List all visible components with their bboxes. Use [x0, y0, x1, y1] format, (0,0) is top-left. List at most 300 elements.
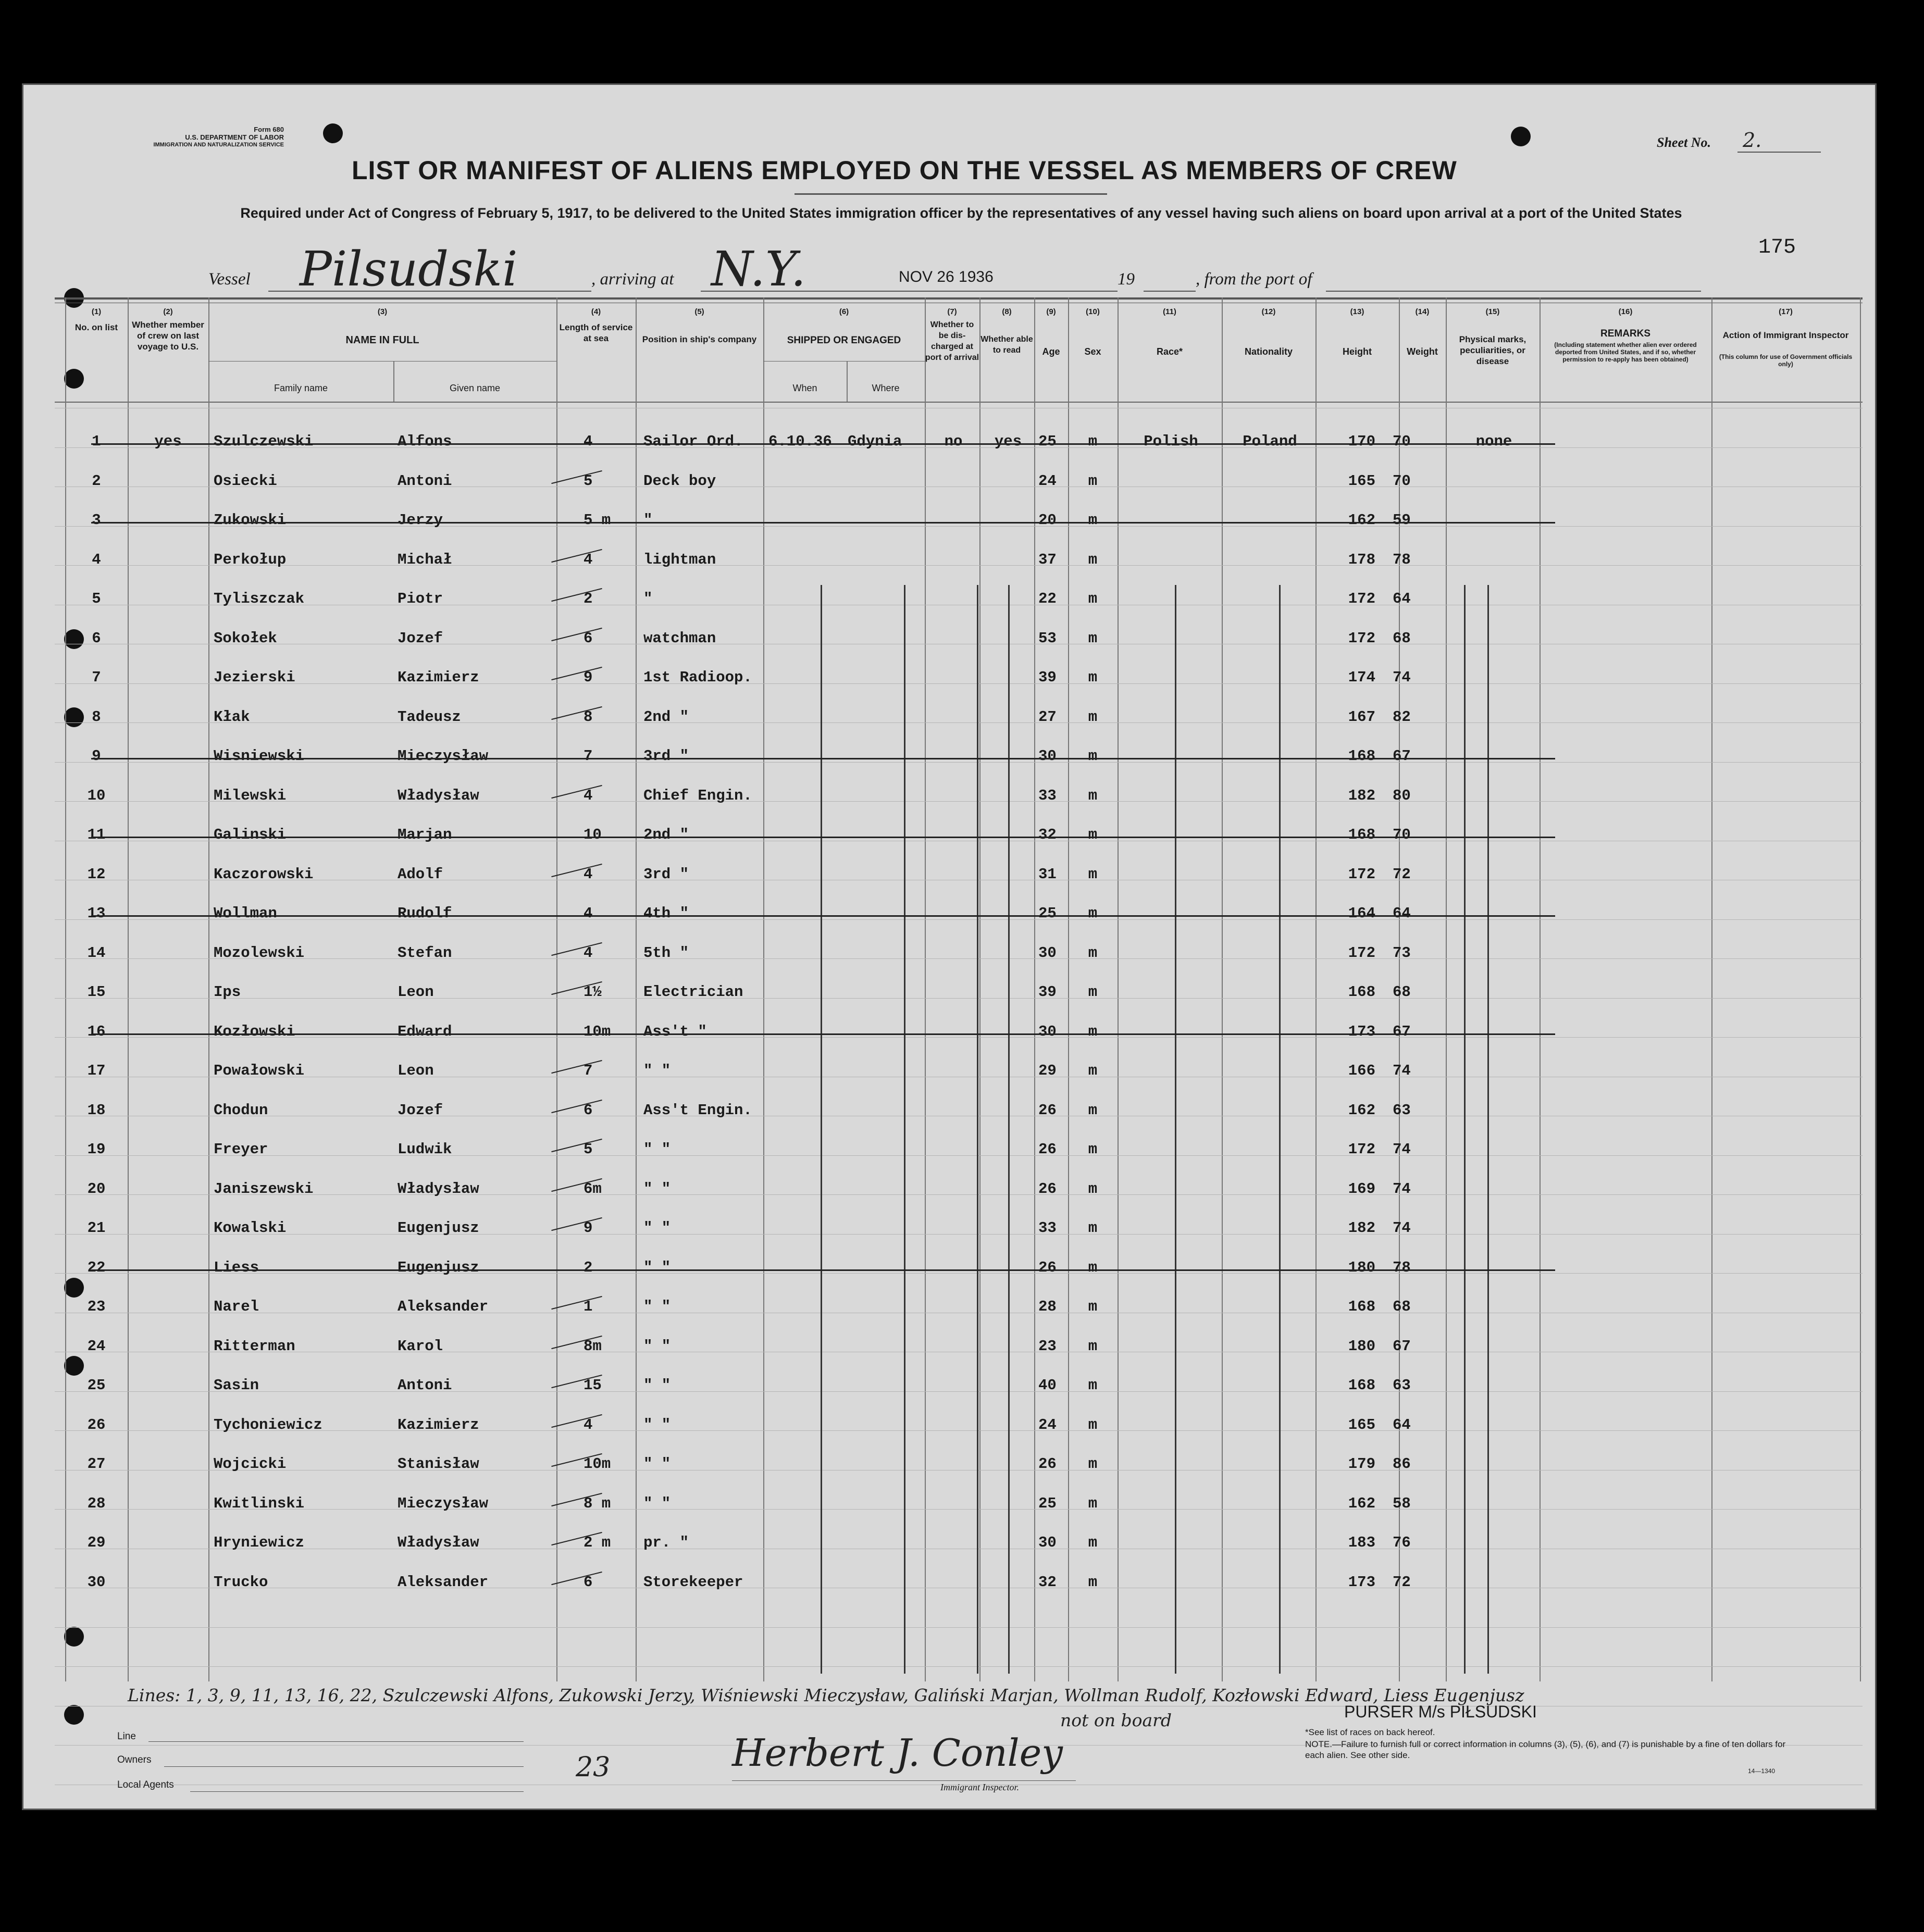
header-weight: Weight — [1407, 346, 1438, 357]
row-age: 25 — [1038, 905, 1057, 922]
row-no: 19 — [87, 1141, 106, 1158]
row-sex: m — [1088, 1062, 1098, 1079]
row-height: 173 — [1348, 1573, 1375, 1591]
row-no: 18 — [87, 1101, 106, 1119]
row-service: 9 — [584, 1219, 593, 1237]
header-name-in-full: NAME IN FULL — [345, 334, 419, 346]
row-age: 33 — [1038, 1219, 1057, 1237]
row-given: Antoni — [398, 1377, 452, 1394]
row-no: 3 — [92, 512, 101, 529]
header-physical-marks: Physical marks, peculiarities, or disease — [1459, 334, 1526, 366]
sheet-number: 2. — [1743, 129, 1762, 152]
row-given: Władysław — [398, 787, 479, 804]
row-position: " — [643, 590, 653, 607]
row-position: " " — [643, 1062, 671, 1079]
row-sex: m — [1088, 905, 1098, 922]
row-position: 2nd " — [643, 826, 689, 843]
header-shipped-engaged: SHIPPED OR ENGAGED — [787, 335, 901, 346]
row-age: 30 — [1038, 944, 1057, 962]
strike-through-line — [91, 1269, 1555, 1271]
row-no: 27 — [87, 1455, 106, 1473]
row-given: Eugenjusz — [398, 1258, 479, 1276]
row-given: Jozef — [398, 629, 443, 647]
vessel-label: Vessel — [208, 270, 251, 289]
year-label: 19 — [1118, 270, 1135, 289]
row-sex: m — [1088, 1141, 1098, 1158]
row-age: 24 — [1038, 1416, 1057, 1434]
header-able-to-read: Whether able to read — [980, 335, 1033, 355]
row-service: 4 — [584, 905, 593, 922]
header-where: Where — [872, 383, 900, 393]
print-code: 14—1340 — [1748, 1767, 1776, 1775]
row-age: 22 — [1038, 590, 1057, 607]
header-remarks: REMARKS — [1600, 328, 1651, 339]
manifest-sheet — [22, 83, 1877, 1810]
row-height: 166 — [1348, 1062, 1375, 1079]
header-height: Height — [1343, 346, 1372, 357]
column-number: (8) — [1002, 307, 1012, 316]
arriving-label: , arriving at — [591, 270, 674, 289]
row-given: Władysław — [398, 1534, 479, 1551]
strike-through-line — [91, 1033, 1555, 1035]
row-height: 162 — [1348, 1494, 1375, 1512]
row-height: 172 — [1348, 629, 1375, 647]
row-weight: 68 — [1393, 983, 1411, 1001]
row-family: Chodun — [214, 1101, 268, 1119]
row-sex: m — [1088, 983, 1098, 1001]
row-height: 165 — [1348, 1416, 1375, 1434]
row-sex: m — [1088, 1023, 1098, 1040]
row-sex: m — [1088, 590, 1098, 607]
row-height: 168 — [1348, 1298, 1375, 1315]
row-sex: m — [1088, 433, 1098, 450]
row-weight: 63 — [1393, 1377, 1411, 1394]
row-position: 5th " — [643, 944, 689, 962]
row-height: 179 — [1348, 1455, 1375, 1473]
owners-label: Owners — [117, 1754, 152, 1765]
row-weight: 78 — [1393, 551, 1411, 568]
row-no: 9 — [92, 747, 101, 765]
row-sex: m — [1088, 1219, 1098, 1237]
row-age: 30 — [1038, 747, 1057, 765]
row-nationality: Poland — [1243, 433, 1297, 450]
row-height: 168 — [1348, 826, 1375, 843]
row-position: watchman — [643, 629, 716, 647]
header-discharged: Whether to be dis-charged at port of arrival — [925, 320, 979, 362]
row-service: 5 — [584, 472, 593, 490]
row-age: 53 — [1038, 629, 1057, 647]
column-number: (4) — [591, 307, 601, 316]
header-no-on-list: No. on list — [75, 322, 118, 332]
column-number: (5) — [694, 307, 704, 316]
row-service: 4 — [584, 787, 593, 804]
row-service: 4 — [584, 944, 593, 962]
row-weight: 72 — [1393, 865, 1411, 883]
row-family: Hryniewicz — [214, 1534, 305, 1551]
row-given: Alfons — [398, 433, 452, 450]
column-number: (6) — [839, 307, 849, 316]
row-weight: 80 — [1393, 787, 1411, 804]
row-sex: m — [1088, 472, 1098, 490]
line-label: Line — [117, 1731, 136, 1742]
row-weight: 82 — [1393, 708, 1411, 726]
row-height: 173 — [1348, 1023, 1375, 1040]
row-position: " — [643, 512, 653, 529]
row-position: Storekeeper — [643, 1573, 743, 1591]
row-family: Milewski — [214, 787, 287, 804]
row-family: Zukowski — [214, 512, 287, 529]
row-age: 30 — [1038, 1534, 1057, 1551]
vessel-name: Pilsudski — [300, 241, 518, 297]
row-weight: 67 — [1393, 1337, 1411, 1355]
row-weight: 67 — [1393, 1023, 1411, 1040]
header-length-service: Length of service at sea — [559, 322, 633, 343]
row-age: 23 — [1038, 1337, 1057, 1355]
row-weight: 74 — [1393, 1141, 1411, 1158]
department-name: U.S. DEPARTMENT OF LABOR — [185, 133, 284, 141]
row-service: 4 — [584, 865, 593, 883]
row-height: 164 — [1348, 905, 1375, 922]
row-height: 182 — [1348, 787, 1375, 804]
strike-through-line — [91, 837, 1555, 838]
row-given: Mieczysław — [398, 747, 489, 765]
row-family: Sokołek — [214, 629, 277, 647]
local-agents-label: Local Agents — [117, 1779, 174, 1790]
row-service: 9 — [584, 669, 593, 686]
row-weight: 74 — [1393, 1180, 1411, 1198]
row-family: Ips — [214, 983, 241, 1001]
row-sex: m — [1088, 1534, 1098, 1551]
row-family: Narel — [214, 1298, 259, 1315]
row-family: Szulczewski — [214, 433, 314, 450]
row-family: Sasin — [214, 1377, 259, 1394]
row-sex: m — [1088, 1377, 1098, 1394]
row-weight: 58 — [1393, 1494, 1411, 1512]
row-weight: 70 — [1393, 472, 1411, 490]
row-height: 174 — [1348, 669, 1375, 686]
row-no: 2 — [92, 472, 101, 490]
row-given: Mieczysław — [398, 1494, 489, 1512]
row-sex: m — [1088, 787, 1098, 804]
row-height: 182 — [1348, 1219, 1375, 1237]
row-age: 26 — [1038, 1141, 1057, 1158]
row-service: 15 — [584, 1377, 602, 1394]
row-service: 5 m — [584, 512, 611, 529]
row-position: " " — [643, 1455, 671, 1473]
row-family: Mozolewski — [214, 944, 305, 962]
row-sex: m — [1088, 629, 1098, 647]
row-given: Michał — [398, 551, 452, 568]
row-sex: m — [1088, 1180, 1098, 1198]
row-family: Kowalski — [214, 1219, 287, 1237]
row-service: 4 — [584, 1416, 593, 1434]
row-service: 4 — [584, 433, 593, 450]
header-family-name: Family name — [274, 383, 328, 393]
page-subtitle: Required under Act of Congress of February 5, 1917, to be delivered to the United States immigration officer by the representatives of any vessel having such aliens on board upon arrival at a port of the United States — [240, 205, 1682, 221]
row-age: 20 — [1038, 512, 1057, 529]
row-no: 20 — [87, 1180, 106, 1198]
row-weight: 73 — [1393, 944, 1411, 962]
row-physical: none — [1475, 433, 1512, 450]
row-position: 4th " — [643, 905, 689, 922]
row-sex: m — [1088, 1455, 1098, 1473]
row-age: 32 — [1038, 826, 1057, 843]
row-weight: 74 — [1393, 1219, 1411, 1237]
row-service: 8 m — [584, 1494, 611, 1512]
column-number: (14) — [1415, 307, 1430, 316]
row-sex: m — [1088, 669, 1098, 686]
strike-through-line — [91, 522, 1555, 523]
row-position: 2nd " — [643, 708, 689, 726]
row-no: 21 — [87, 1219, 106, 1237]
row-no: 5 — [92, 590, 101, 607]
row-given: Marjan — [398, 826, 452, 843]
row-sex: m — [1088, 1573, 1098, 1591]
row-age: 39 — [1038, 983, 1057, 1001]
row-service: 6 — [584, 629, 593, 647]
row-position: " " — [643, 1494, 671, 1512]
row-family: Kaczorowski — [214, 865, 314, 883]
row-height: 180 — [1348, 1258, 1375, 1276]
row-given: Tadeusz — [398, 708, 461, 726]
form-number: Form 680 — [254, 126, 284, 133]
row-service: 2 m — [584, 1534, 611, 1551]
row-given: Karol — [398, 1337, 443, 1355]
row-no: 23 — [87, 1298, 106, 1315]
row-height: 169 — [1348, 1180, 1375, 1198]
row-sex: m — [1088, 1101, 1098, 1119]
strike-through-line — [91, 915, 1555, 917]
row-sex: m — [1088, 512, 1098, 529]
header-nationality: Nationality — [1244, 346, 1293, 357]
column-number: (9) — [1046, 307, 1056, 316]
column-number: (15) — [1485, 307, 1500, 316]
row-service: 5 — [584, 1141, 593, 1158]
row-read: yes — [994, 433, 1022, 450]
sheet-label: Sheet No. — [1657, 135, 1711, 150]
row-position: " " — [643, 1219, 671, 1237]
row-weight: 68 — [1393, 1298, 1411, 1315]
race-note: *See list of races on back hereof. — [1305, 1727, 1435, 1737]
row-family: Osiecki — [214, 472, 277, 490]
row-height: 178 — [1348, 551, 1375, 568]
row-position: " " — [643, 1141, 671, 1158]
row-sex: m — [1088, 708, 1098, 726]
row-age: 28 — [1038, 1298, 1057, 1315]
row-family: Kłak — [214, 708, 250, 726]
not-on-board-note: not on board — [1060, 1710, 1172, 1730]
row-service: 10 — [584, 826, 602, 843]
row-family: Tychoniewicz — [214, 1416, 322, 1434]
row-height: 168 — [1348, 747, 1375, 765]
strike-through-line — [91, 758, 1555, 759]
row-height: 172 — [1348, 1141, 1375, 1158]
row-no: 30 — [87, 1573, 106, 1591]
row-age: 31 — [1038, 865, 1057, 883]
row-sex: m — [1088, 1494, 1098, 1512]
row-no: 6 — [92, 629, 101, 647]
row-given: Aleksander — [398, 1573, 489, 1591]
row-family: Trucko — [214, 1573, 268, 1591]
row-family: Kwitlinski — [214, 1494, 305, 1512]
row-no: 29 — [87, 1534, 106, 1551]
row-height: 162 — [1348, 1101, 1375, 1119]
from-port-label: , from the port of — [1196, 270, 1312, 289]
header-race: Race* — [1156, 346, 1183, 357]
row-sex: m — [1088, 865, 1098, 883]
row-service: 6 — [584, 1101, 593, 1119]
row-position: " " — [643, 1180, 671, 1198]
row-weight: 64 — [1393, 590, 1411, 607]
row-given: Kazimierz — [398, 1416, 479, 1434]
row-service: 2 — [584, 590, 593, 607]
row-given: Ludwik — [398, 1141, 452, 1158]
column-number: (2) — [163, 307, 173, 316]
row-sex: m — [1088, 551, 1098, 568]
row-height: 168 — [1348, 983, 1375, 1001]
row-no: 15 — [87, 983, 106, 1001]
row-service: 8 — [584, 708, 593, 726]
row-no: 11 — [87, 826, 106, 843]
row-no: 26 — [87, 1416, 106, 1434]
row-family: Perkołup — [214, 551, 287, 568]
date-stamp: NOV 26 1936 — [899, 268, 994, 285]
header-when: When — [792, 383, 817, 393]
row-position: pr. " — [643, 1534, 689, 1551]
row-no: 17 — [87, 1062, 106, 1079]
row-position: " " — [643, 1416, 671, 1434]
row-service: 1 — [584, 1298, 593, 1315]
purser-stamp: PURSER M/s PIŁSUDSKI — [1344, 1702, 1537, 1721]
row-age: 26 — [1038, 1101, 1057, 1119]
row-when: 6.10.36 — [768, 433, 832, 450]
row-service: 7 — [584, 747, 593, 765]
row-given: Antoni — [398, 472, 452, 490]
row-sex: m — [1088, 944, 1098, 962]
row-height: 170 — [1348, 433, 1375, 450]
row-position: " " — [643, 1377, 671, 1394]
row-family: Wollman — [214, 905, 277, 922]
row-given: Leon — [398, 1062, 434, 1079]
row-no: 24 — [87, 1337, 106, 1355]
row-sex: m — [1088, 1416, 1098, 1434]
row-age: 30 — [1038, 1023, 1057, 1040]
page-number: 175 — [1758, 236, 1796, 259]
row-height: 165 — [1348, 472, 1375, 490]
row-position: " " — [643, 1298, 671, 1315]
row-height: 167 — [1348, 708, 1375, 726]
row-position: 3rd " — [643, 747, 689, 765]
column-number: (10) — [1086, 307, 1100, 316]
row-age: 37 — [1038, 551, 1057, 568]
header-prior-voyage: Whether member of crew on last voyage to U.S. — [132, 320, 204, 352]
row-given: Leon — [398, 983, 434, 1001]
row-position: " " — [643, 1337, 671, 1355]
row-height: 168 — [1348, 1377, 1375, 1394]
row-height: 162 — [1348, 512, 1375, 529]
header-remarks-note: (Including statement whether alien ever ordered deported from United States, and if so, whether permission to re-apply has been obtained) — [1554, 341, 1697, 363]
row-no: 13 — [87, 905, 106, 922]
column-number: (7) — [947, 307, 957, 316]
row-family: Jezierski — [214, 669, 295, 686]
row-position: 3rd " — [643, 865, 689, 883]
column-number: (1) — [91, 307, 102, 316]
row-given: Piotr — [398, 590, 443, 607]
row-sex: m — [1088, 1337, 1098, 1355]
service-name: IMMIGRATION AND NATURALIZATION SERVICE — [153, 142, 284, 148]
row-given: Stanisław — [398, 1455, 479, 1473]
row-prior: yes — [154, 433, 182, 450]
row-no: 16 — [87, 1023, 106, 1040]
row-family: Ritterman — [214, 1337, 295, 1355]
row-sex: m — [1088, 747, 1098, 765]
inspector-signature: Herbert J. Conley — [732, 1731, 1063, 1775]
row-given: Jerzy — [398, 512, 443, 529]
row-given: Stefan — [398, 944, 452, 962]
row-given: Adolf — [398, 865, 443, 883]
column-number: (12) — [1261, 307, 1276, 316]
row-discharged: no — [944, 433, 963, 450]
row-weight: 72 — [1393, 1573, 1411, 1591]
row-family: Tyliszczak — [214, 590, 305, 607]
row-age: 40 — [1038, 1377, 1057, 1394]
row-weight: 76 — [1393, 1534, 1411, 1551]
row-no: 7 — [92, 669, 101, 686]
row-position: lightman — [643, 551, 716, 568]
row-no: 22 — [87, 1258, 106, 1276]
row-service: 1½ — [584, 983, 602, 1001]
row-position: Ass't Engin. — [643, 1101, 752, 1119]
row-no: 4 — [92, 551, 101, 568]
row-position: " " — [643, 1258, 671, 1276]
handwritten-count: 23 — [576, 1752, 611, 1783]
header-age: Age — [1042, 346, 1060, 357]
row-height: 183 — [1348, 1534, 1375, 1551]
row-service: 10m — [584, 1023, 611, 1040]
row-height: 172 — [1348, 944, 1375, 962]
row-no: 10 — [87, 787, 106, 804]
column-number: (3) — [377, 307, 388, 316]
row-service: 6m — [584, 1180, 602, 1198]
row-age: 26 — [1038, 1455, 1057, 1473]
column-number: (17) — [1779, 307, 1793, 316]
row-no: 25 — [87, 1377, 106, 1394]
row-position: Chief Engin. — [643, 787, 752, 804]
row-age: 27 — [1038, 708, 1057, 726]
row-position: Ass't " — [643, 1023, 707, 1040]
header-given-name: Given name — [449, 383, 501, 393]
row-sex: m — [1088, 826, 1098, 843]
row-family: Wojcicki — [214, 1455, 287, 1473]
row-age: 24 — [1038, 472, 1057, 490]
inspector-label: Immigrant Inspector. — [940, 1782, 1019, 1792]
row-weight: 64 — [1393, 1416, 1411, 1434]
row-age: 32 — [1038, 1573, 1057, 1591]
row-family: Wisniewski — [214, 747, 305, 765]
row-given: Jozef — [398, 1101, 443, 1119]
row-age: 25 — [1038, 1494, 1057, 1512]
row-age: 26 — [1038, 1258, 1057, 1276]
header-action: Action of Immigrant Inspector — [1722, 330, 1849, 340]
row-service: 10m — [584, 1455, 611, 1473]
row-weight: 86 — [1393, 1455, 1411, 1473]
row-where: Gdynia — [848, 433, 902, 450]
strike-through-line — [91, 443, 1555, 445]
row-weight: 59 — [1393, 512, 1411, 529]
header-sex: Sex — [1084, 346, 1101, 357]
row-given: Aleksander — [398, 1298, 489, 1315]
row-race: Polish — [1144, 433, 1198, 450]
